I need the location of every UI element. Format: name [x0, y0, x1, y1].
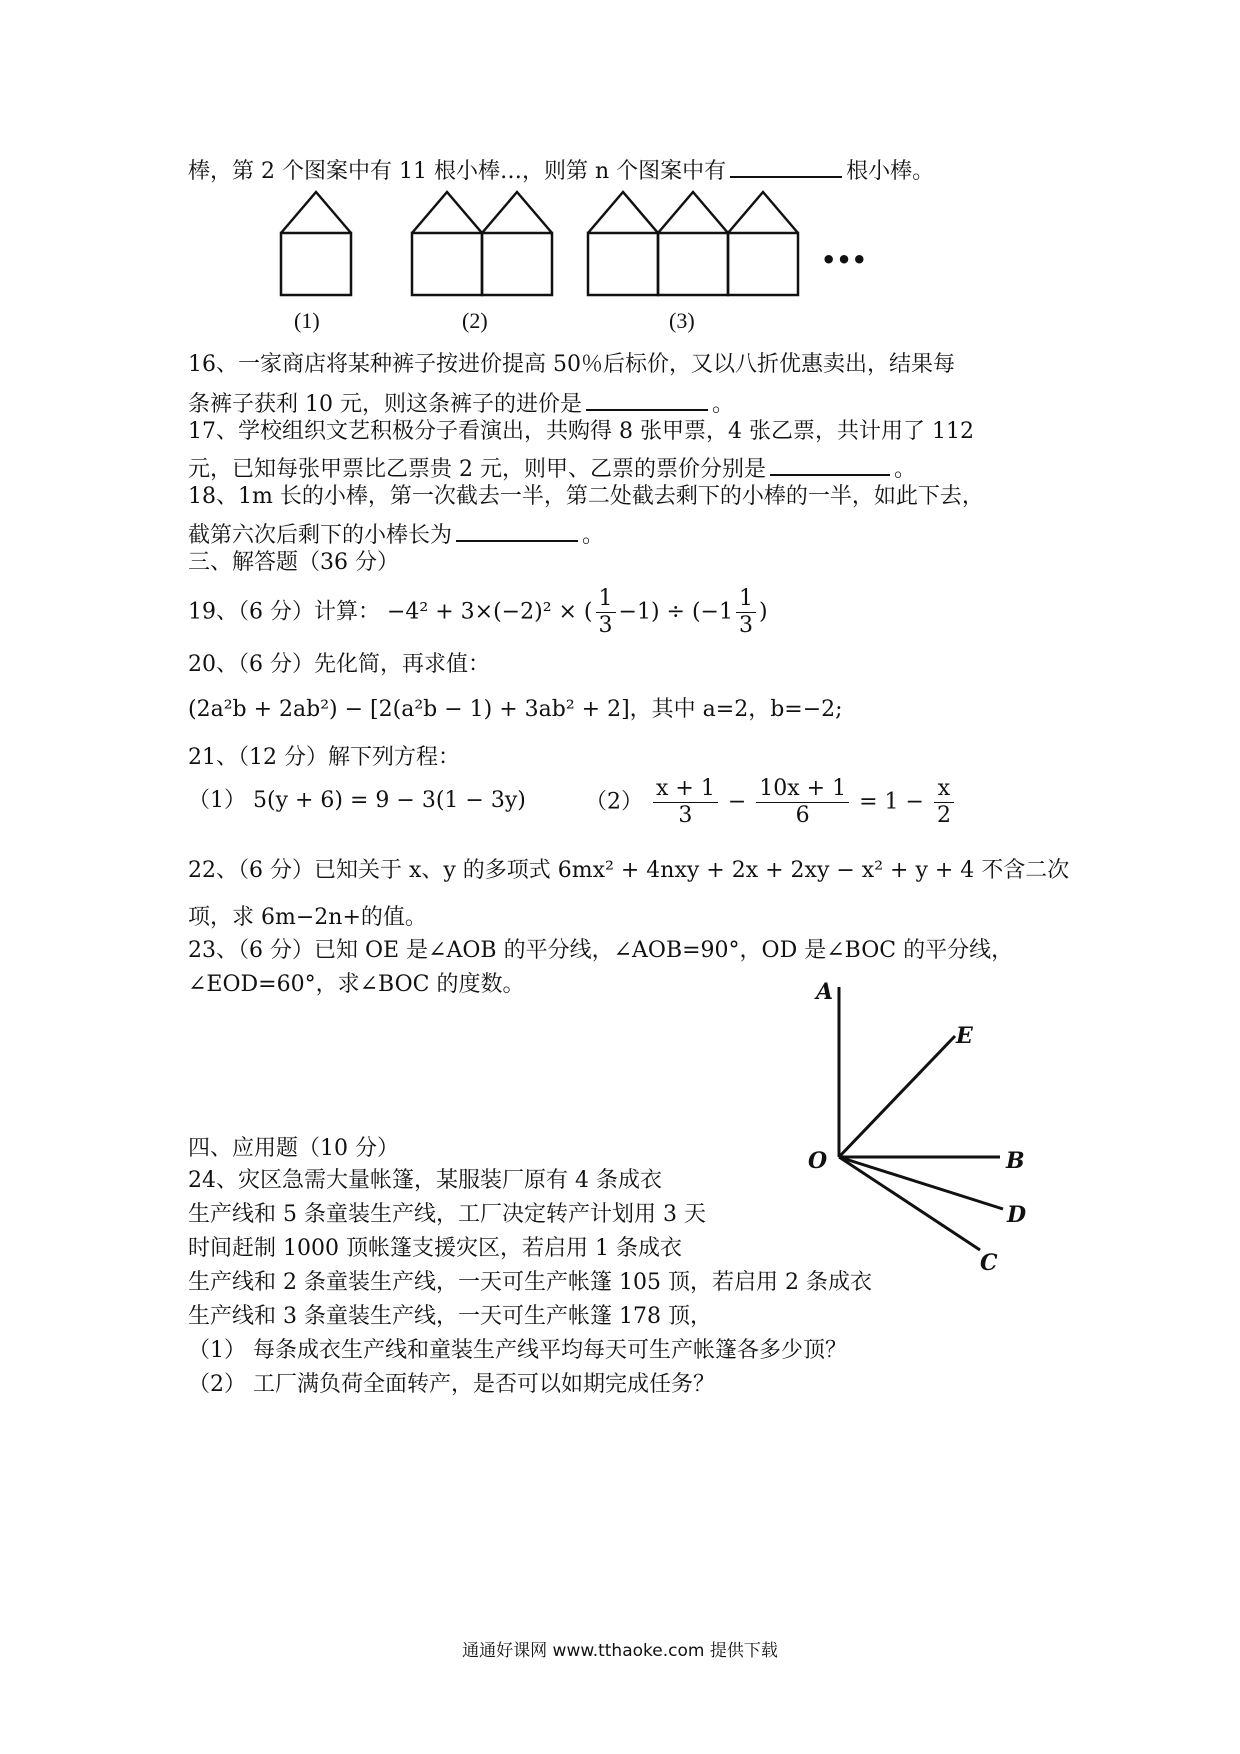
q21-label: 21、（12 分）解下列方程：: [188, 745, 460, 770]
q22-line-1: 22、（6 分）已知关于 x、y 的多项式 6mx² + 4nxy + 2x + 2xy − x² + y + 4 不含二次: [188, 858, 1070, 883]
page-footer: 通通好课网 www.tthaoke.com 提供下载: [462, 1641, 778, 1661]
q21-fraction-1: $\frac{x + 1}{3}$: [653, 776, 718, 829]
q19-fraction-1: $\frac{1}{3}$: [596, 586, 616, 639]
ray-oc: [839, 1157, 980, 1250]
point-label-d: D: [1007, 1202, 1027, 1228]
q24-sub-question-2: （2） 工厂满负荷全面转产，是否可以如期完成任务？: [188, 1372, 715, 1397]
q24-line-5: 生产线和 3 条童装生产线，一天可生产帐篷 178 顶，: [188, 1304, 712, 1329]
q16-answer-blank[interactable]: [586, 385, 708, 411]
ray-od: [839, 1157, 1003, 1209]
q18-answer-blank[interactable]: [456, 516, 578, 542]
q23-line-2: ∠EOD=60°，求∠BOC 的度数。: [188, 972, 525, 997]
figure-label-2: (2): [462, 308, 488, 333]
q24-line-3: 时间赶制 1000 顶帐篷支援灾区，若启用 1 条成衣: [188, 1236, 682, 1261]
q24-sub-question-1: （1） 每条成衣生产线和童装生产线平均每天可生产帐篷各多少顶？: [188, 1338, 847, 1363]
ellipsis-dots: •••: [821, 246, 868, 274]
q18-line-2: 截第六次后剩下的小棒长为 。: [188, 516, 604, 551]
q24-line-4: 生产线和 2 条童装生产线，一天可生产帐篷 105 顶，若启用 2 条成衣: [188, 1270, 872, 1295]
point-label-b: B: [1006, 1148, 1025, 1174]
q15-text-end: 根小棒。: [846, 159, 935, 184]
figure-label-1: (1): [294, 308, 320, 333]
q24-line-2: 生产线和 5 条童装生产线，工厂决定转产计划用 3 天: [188, 1202, 706, 1227]
q17-line-2: 元，已知每张甲票比乙票贵 2 元，则甲、乙票的票价分别是 。: [188, 450, 916, 485]
q19-fraction-2: $\frac{1}{3}$: [736, 586, 756, 639]
q17-answer-blank[interactable]: [770, 450, 890, 476]
q15-text: 棒，第 2 个图案中有 11 根小棒…，则第 n 个图案中有: [188, 159, 727, 184]
q22-line-2: 项，求 6m−2n+的值。: [188, 905, 427, 930]
q16-line-2: 条裤子获利 10 元，则这条裤子的进价是 。: [188, 385, 734, 420]
q20-expression: (2a²b + 2ab²) − [2(a²b − 1) + 3ab² + 2]，其中 a=2，b=−2;: [188, 697, 843, 722]
angle-diagram: [800, 975, 1050, 1285]
point-label-o: O: [808, 1148, 828, 1174]
q21-part-2: （2） $\frac{x + 1}{3}$ − $\frac{10x + 1}{6}$ = 1 − $\frac{x}{2}$: [585, 776, 957, 829]
point-label-e: E: [956, 1023, 973, 1049]
section-4-heading: 四、应用题（10 分）: [188, 1136, 399, 1161]
section-3-heading: 三、解答题（36 分）: [188, 550, 399, 575]
q19-expression-a: −4² + 3×(−2)² × (: [387, 599, 593, 625]
q21-fraction-2: $\frac{10x + 1}{6}$: [756, 776, 849, 829]
q15-answer-blank[interactable]: [730, 152, 842, 178]
q24-line-1: 24、灾区急需大量帐篷，某服装厂原有 4 条成衣: [188, 1168, 662, 1193]
q19-line: 19、（6 分）计算： −4² + 3×(−2)² × ( $\frac{1}{3}$ −1) ÷ (−1 $\frac{1}{3}$ ): [188, 586, 768, 638]
point-label-c: C: [980, 1250, 998, 1276]
house-figure-1: [281, 192, 351, 295]
q20-label: 20、（6 分）先化简，再求值：: [188, 652, 490, 677]
point-label-a: A: [816, 979, 834, 1005]
q17-line-1: 17、学校组织文艺积极分子看演出，共购得 8 张甲票，4 张乙票，共计用了 112: [188, 419, 974, 444]
ray-oe: [839, 1036, 955, 1157]
house-pattern-figure: [270, 186, 890, 336]
q15-line: [188, 152, 934, 187]
q16-line-1: 16、一家商店将某种裤子按进价提高 50％后标价，又以八折优惠卖出，结果每: [188, 352, 955, 377]
q21-fraction-3: $\frac{x}{2}$: [934, 776, 954, 829]
house-figure-2: [412, 192, 552, 295]
house-figure-3: [588, 192, 798, 295]
q18-line-1: 18、1m 长的小棒，第一次截去一半，第二处截去剩下的小棒的一半，如此下去，: [188, 484, 984, 509]
q23-line-1: 23、（6 分）已知 OE 是∠AOB 的平分线，∠AOB=90°，OD 是∠BOC 的平分线，: [188, 938, 1014, 963]
figure-label-3: (3): [669, 308, 695, 333]
q21-part-1: （1） 5(y + 6) = 9 − 3(1 − 3y): [188, 788, 526, 813]
